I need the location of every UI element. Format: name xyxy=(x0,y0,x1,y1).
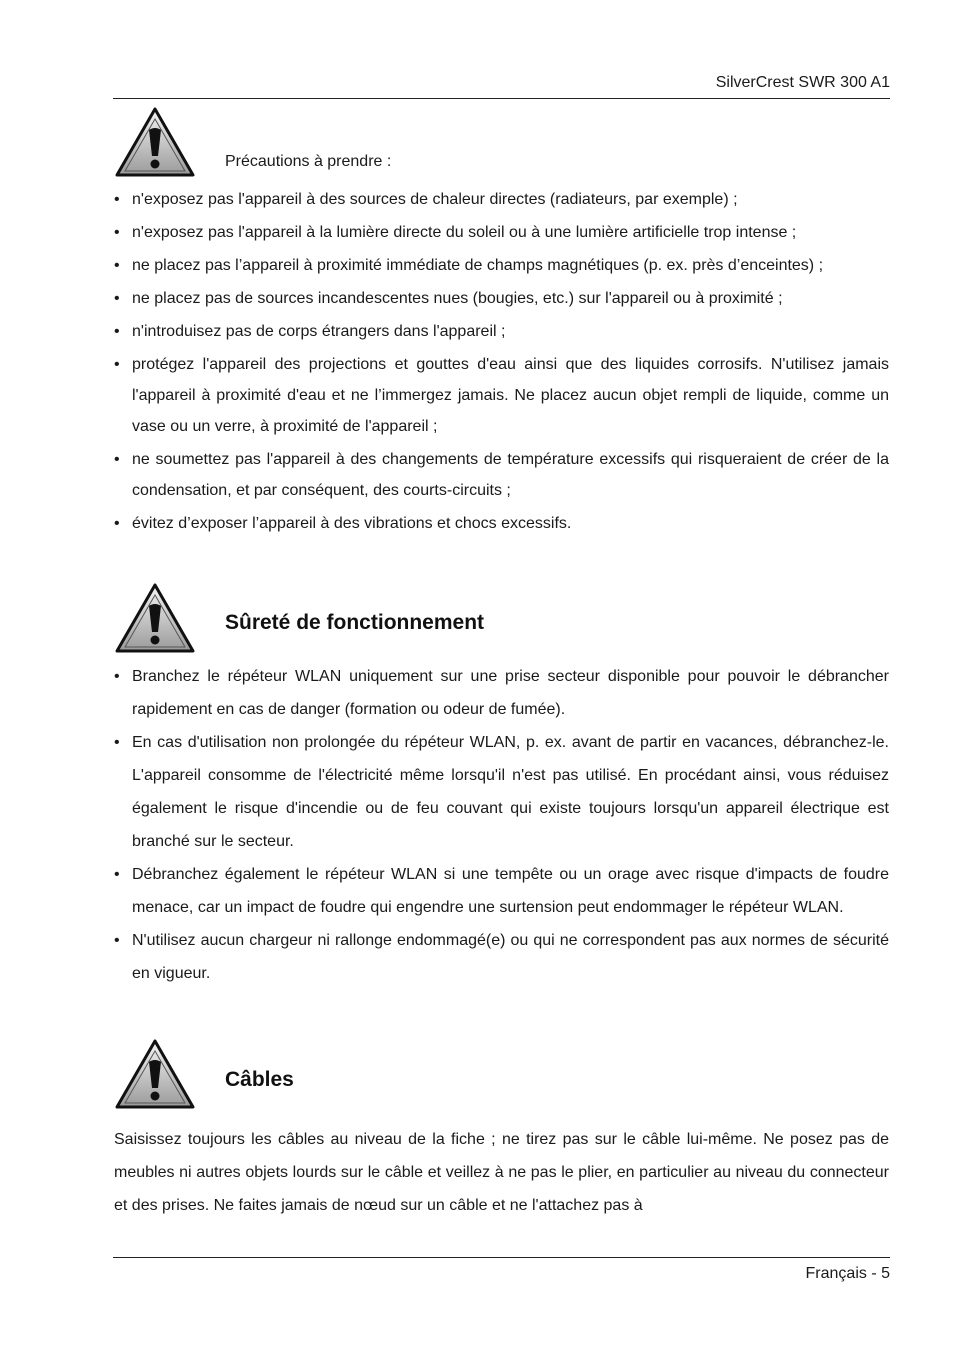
page-footer xyxy=(113,1257,890,1282)
section-heading: Câbles xyxy=(225,1068,294,1091)
precautions-list xyxy=(114,184,889,541)
list-item: • n'exposez pas l'appareil à la lumière directe du soleil ou à une lumière artificielle trop intense ; xyxy=(114,217,889,248)
page-header xyxy=(113,74,890,99)
section-heading: Sûreté de fonctionnement xyxy=(225,611,485,634)
warning-triangle-icon xyxy=(114,106,196,178)
warning-triangle-icon xyxy=(114,1038,196,1110)
document-title: SilverCrest SWR 300 A1 xyxy=(715,74,890,91)
list-item: • ne placez pas l’appareil à proximité immédiate de champs magnétiques (p. ex. près d’enceintes) ; xyxy=(114,250,889,281)
warning-triangle-icon xyxy=(114,582,196,654)
body-paragraph: Saisissez toujours les câbles au niveau de la fiche ; ne tirez pas sur le câble lui-même. Ne posez pas de meubles ni autres objets lourds sur le câble et veillez à ne pas le plier, en particulier au niveau du connecteur et des prises. Ne faites jamais de nœud sur un câble et ne l'attachez pas à xyxy=(114,1131,889,1214)
list-item: • n'exposez pas l'appareil à des sources de chaleur directes (radiateurs, par exemple) ; xyxy=(114,184,889,215)
list-item: • ne soumettez pas l'appareil à des changements de température excessifs qui risqueraient de créer de la condensation, et par conséquent, des courts-circuits ; xyxy=(114,444,889,506)
list-item: • Débranchez également le répéteur WLAN si une tempête ou un orage avec risque d'impacts de foudre menace, car un impact de foudre qui engendre une surtension peut endommager le répéteur WLAN. xyxy=(114,858,889,924)
page-number: Français - 5 xyxy=(805,1265,890,1282)
list-item: • n'introduisez pas de corps étrangers dans l'appareil ; xyxy=(114,316,889,347)
list-item: • ne placez pas de sources incandescentes nues (bougies, etc.) sur l'appareil ou à proximité ; xyxy=(114,283,889,314)
list-item: • En cas d'utilisation non prolongée du répéteur WLAN, p. ex. avant de partir en vacances, débranchez-le. L'appareil consomme de l'électricité même lorsqu'il n'est pas utilisé. En procédant ainsi, vous réduisez également le risque d'incendie ou de feu couvant qui existe toujours lorsqu'un appareil électrique est branché sur le secteur. xyxy=(114,726,889,858)
list-item: • Branchez le répéteur WLAN uniquement sur une prise secteur disponible pour pouvoir le débrancher rapidement en cas de danger (formation ou odeur de fumée). xyxy=(114,660,889,726)
section-intro: Précautions à prendre : xyxy=(225,153,392,170)
list-item: • protégez l'appareil des projections et gouttes d'eau ainsi que des liquides corrosifs. N'utilisez jamais l'appareil à proximité d'eau et ne l’immergez jamais. Ne placez aucun objet rempli de liquide, comme un vase ou un verre, à proximité de l'appareil ; xyxy=(114,349,889,442)
list-item: • évitez d’exposer l’appareil à des vibrations et chocs excessifs. xyxy=(114,508,889,539)
list-item: • N'utilisez aucun chargeur ni rallonge endommagé(e) ou qui ne correspondent pas aux normes de sécurité en vigueur. xyxy=(114,924,889,990)
safety-list xyxy=(114,660,889,990)
